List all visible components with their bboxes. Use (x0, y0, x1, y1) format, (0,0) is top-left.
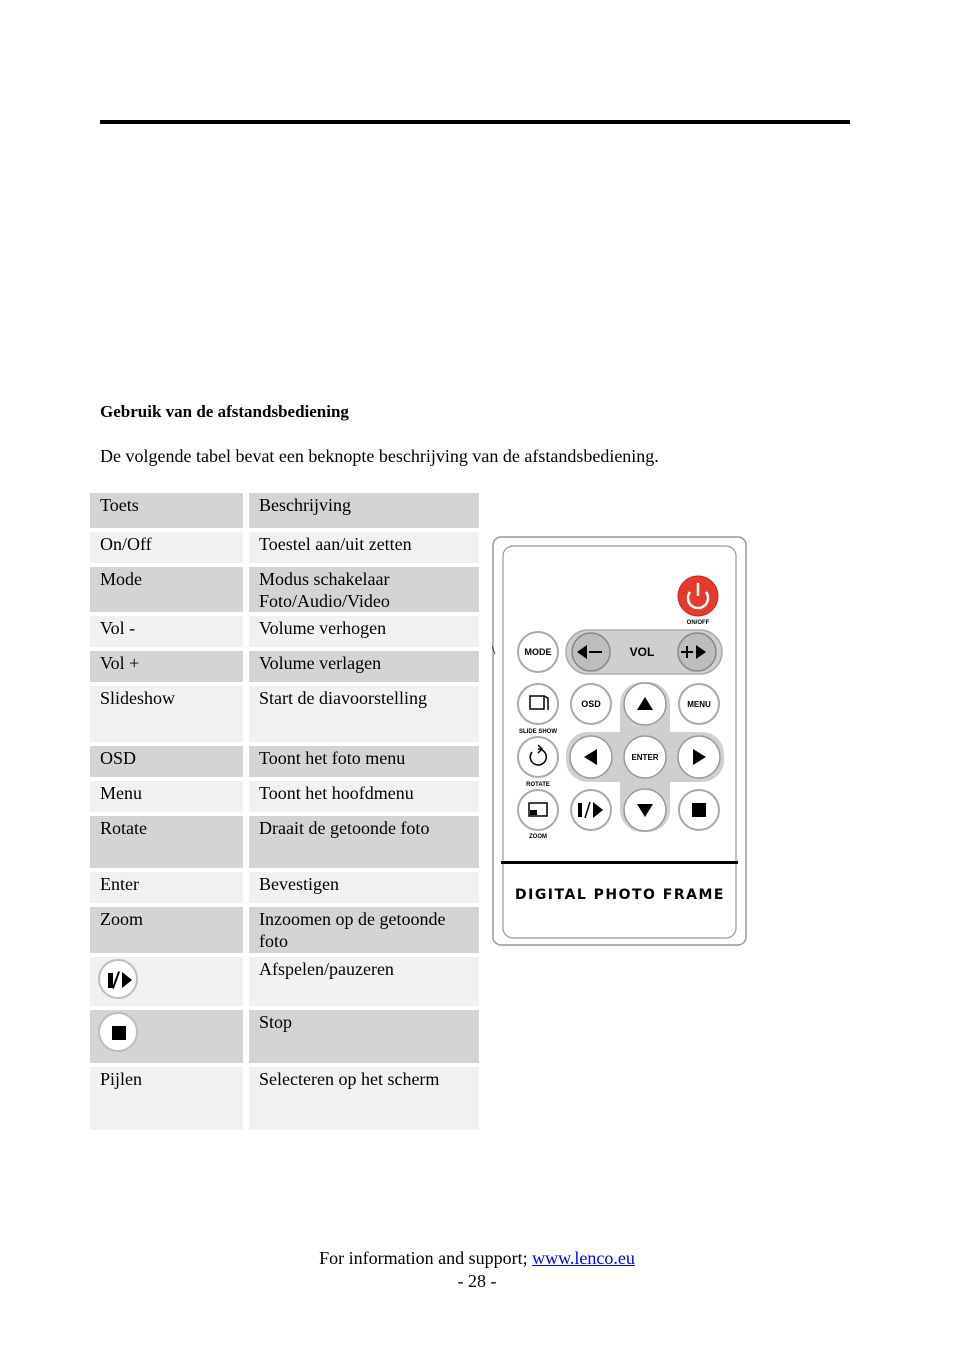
remote-control-illustration (492, 536, 747, 946)
key-cell: OSD (90, 746, 243, 777)
description-cell: Modus schakelaar Foto/Audio/Video (243, 567, 479, 612)
key-cell (90, 1010, 243, 1063)
power-icon (678, 576, 718, 616)
table-row (90, 616, 479, 647)
key-cell: Mode (90, 567, 243, 612)
table-row (90, 746, 479, 777)
description-cell: Draait de getoonde foto (243, 816, 479, 868)
key-cell: Enter (90, 872, 243, 903)
support-link[interactable]: www.lenco.eu (532, 1248, 635, 1268)
table-header-row (90, 493, 479, 528)
brand-label: DIGITAL PHOTO FRAME (514, 887, 726, 903)
description-cell: Volume verhogen (243, 616, 479, 647)
description-cell: Toont het hoofdmenu (243, 781, 479, 812)
slideshow-label: SLIDE SHOW (518, 729, 558, 735)
description-cell: Toestel aan/uit zetten (243, 532, 479, 563)
key-cell: Menu (90, 781, 243, 812)
description-cell: Inzoomen op de getoonde foto (243, 907, 479, 953)
description-cell: Selecteren op het scherm (243, 1067, 479, 1130)
table-row (90, 872, 479, 903)
header-key: Toets (90, 493, 243, 528)
table-row (90, 1010, 479, 1063)
vol-label: VOL (629, 645, 655, 659)
table-row (90, 1067, 479, 1130)
description-cell: Stop (243, 1010, 479, 1063)
top-rule (100, 120, 850, 124)
table-row (90, 907, 479, 953)
page-number: - 28 - (457, 1271, 497, 1291)
rotate-label: ROTATE (526, 782, 550, 788)
play-pause-icon (98, 959, 138, 999)
table-row (90, 686, 479, 742)
stop-icon (98, 1012, 138, 1052)
description-cell: Start de diavoorstelling (243, 686, 479, 742)
header-description: Beschrijving (243, 493, 479, 528)
intro-paragraph: De volgende tabel bevat een beknopte beschrijving van de afstandsbediening. (100, 446, 659, 466)
footer-support (0, 1248, 954, 1269)
key-cell: On/Off (90, 532, 243, 563)
footer-text: For information and support; (319, 1248, 533, 1268)
table-row (90, 816, 479, 868)
remote-keys-table (90, 489, 479, 1134)
key-cell: Zoom (90, 907, 243, 953)
key-cell: Pijlen (90, 1067, 243, 1130)
table-row (90, 781, 479, 812)
table-row (90, 567, 479, 612)
mode-label: MODE (524, 647, 552, 657)
key-cell: Vol - (90, 616, 243, 647)
section-heading: Gebruik van de afstandsbediening (100, 402, 349, 421)
osd-label: OSD (581, 699, 601, 709)
description-cell: Toont het foto menu (243, 746, 479, 777)
key-cell: Vol + (90, 651, 243, 682)
table-row (90, 957, 479, 1006)
key-cell: Rotate (90, 816, 243, 868)
description-cell: Bevestigen (243, 872, 479, 903)
menu-label: MENU (687, 700, 711, 709)
table-row (90, 651, 479, 682)
on-off-label: ON/OFF (686, 620, 710, 626)
key-cell: Slideshow (90, 686, 243, 742)
enter-label: ENTER (631, 753, 659, 762)
description-cell: Volume verlagen (243, 651, 479, 682)
key-cell (90, 957, 243, 1006)
table-row (90, 532, 479, 563)
zoom-label: ZOOM (529, 834, 547, 840)
description-cell: Afspelen/pauzeren (243, 957, 479, 1006)
